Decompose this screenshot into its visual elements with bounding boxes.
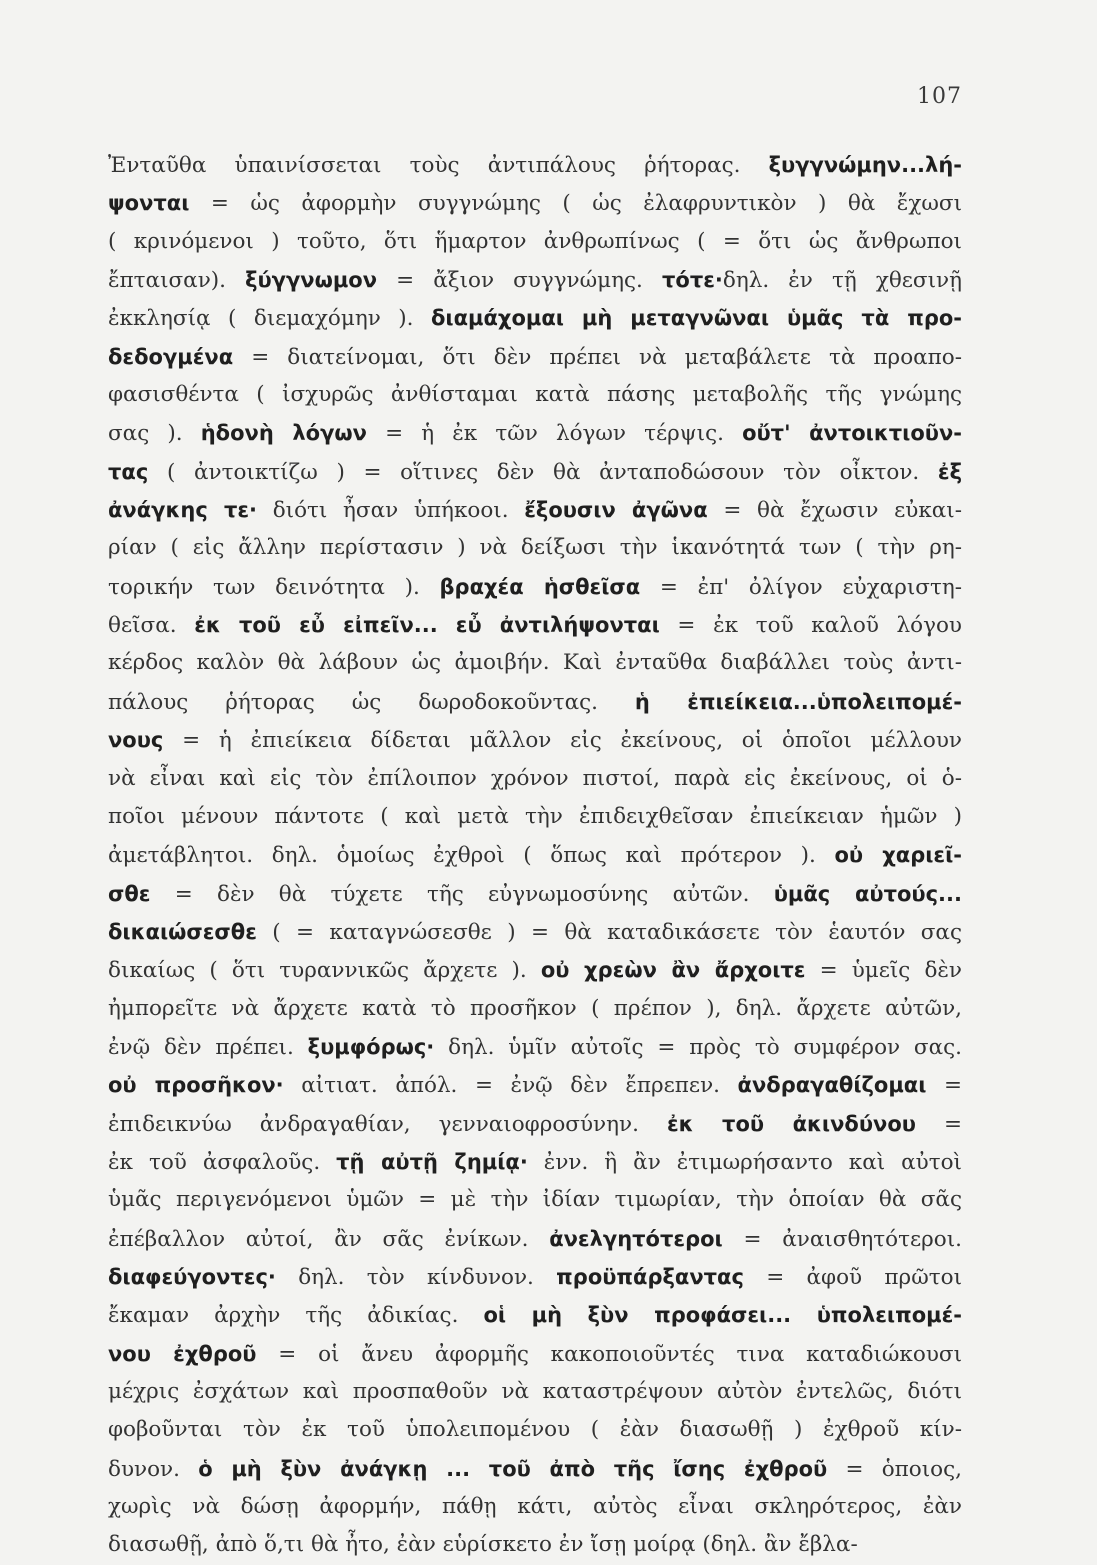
- commentary-text: = ἀφοῦ πρῶτοι: [743, 1264, 962, 1290]
- text-line: [108, 1105, 962, 1143]
- lemma-term: ξυμφόρως·: [307, 1034, 435, 1059]
- lemma-term: διαφεύγοντες·: [108, 1264, 276, 1289]
- commentary-text: δηλ. ὑμῖν αὐτοῖς = πρὸς τὸ συμφέρον σας.: [434, 1034, 962, 1060]
- text-line: [108, 1258, 962, 1296]
- text-line: [108, 1028, 962, 1066]
- commentary-text: ἐνν. ἣ ἂν ἐτιμωρήσαντο καὶ αὐτοὶ: [527, 1149, 962, 1175]
- lemma-term: οὐ προσῆκον·: [108, 1073, 284, 1098]
- commentary-text: νὰ εἶναι καὶ εἰς τὸν ἐπίλοιπον χρόνον πιστοί, παρὰ εἰς ἐκείνους, οἱ ὁ-: [108, 765, 962, 791]
- commentary-text: ρίαν ( εἰς ἄλλην περίστασιν ) νὰ δείξωσι τὴν ἱκανότητά των ( τὴν ρη-: [108, 535, 962, 561]
- text-line: [108, 1411, 962, 1449]
- text-line: [108, 1526, 962, 1564]
- commentary-text: δηλ. ἐν τῇ χθεσινῇ: [722, 268, 962, 294]
- commentary-text: ὑμᾶς περιγενόμενοι ὑμῶν = μὲ τὴν ἰδίαν τιμωρίαν, τὴν ὁποίαν θὰ σᾶς: [108, 1187, 962, 1213]
- lemma-term: ξύγγνωμον: [245, 268, 378, 293]
- text-line: [108, 1220, 962, 1258]
- text-line: [108, 184, 962, 222]
- commentary-text: = διατείνομαι, ὅτι δὲν πρέπει νὰ μεταβάλετε τὰ προαπο-: [233, 344, 962, 370]
- commentary-text: τορικήν των δεινότητα ).: [108, 574, 440, 600]
- text-line: [108, 798, 962, 836]
- commentary-text: ποῖοι μένουν πάντοτε ( καὶ μετὰ τὴν ἐπιδειχθεῖσαν ἐπιείκειαν ἡμῶν ): [108, 803, 962, 829]
- commentary-text: φασισθέντα ( ἰσχυρῶς ἀνθίσταμαι κατὰ πάσης μεταβολῆς τῆς γνώμης: [108, 382, 962, 408]
- text-line: [108, 1373, 962, 1411]
- commentary-text: διασωθῇ, ἀπὸ ὅ,τι θὰ ἦτο, ἐὰν εὑρίσκετο ἐν ἴσῃ μοίρᾳ (δηλ. ἂν ἔβλα-: [108, 1532, 858, 1558]
- lemma-term: ξυγγνώμην...λή-: [768, 153, 962, 177]
- lemma-term: ἀνελγητότεροι: [549, 1226, 723, 1251]
- text-line: [108, 683, 962, 721]
- text-line: [108, 568, 962, 606]
- commentary-text: ἐκκλησίᾳ ( διεμαχόμην ).: [108, 306, 431, 332]
- lemma-term: οἱ μὴ ξὺν προφάσει... ὑπολειπομέ-: [483, 1303, 962, 1328]
- lemma-term: δικαιώσεσθε: [108, 919, 257, 944]
- commentary-text: = ὁποιος,: [827, 1456, 962, 1482]
- commentary-text: αἰτιατ. ἀπόλ. = ἐνῷ δὲν ἔπρεπεν.: [283, 1073, 738, 1099]
- commentary-text: = ἄξιον συγγνώμης.: [377, 268, 662, 294]
- lemma-term: ἐξ: [937, 459, 962, 484]
- commentary-text: μέχρις ἐσχάτων καὶ προσπαθοῦν νὰ καταστρέψουν αὐτὸν ἐντελῶς, διότι: [108, 1379, 962, 1404]
- text-line: [108, 376, 962, 414]
- lemma-term: ὑμᾶς αὐτούς...: [773, 881, 962, 906]
- commentary-text: = ἐκ τοῦ καλοῦ λόγου: [659, 613, 962, 639]
- commentary-text: ἐπέβαλλον αὐτοί, ἂν σᾶς ἐνίκων.: [108, 1226, 550, 1252]
- lemma-term: τας: [108, 459, 149, 484]
- lemma-term: νους: [108, 728, 164, 753]
- lemma-term: ἐκ τοῦ εὖ εἰπεῖν... εὖ ἀντιλήψονται: [194, 613, 660, 638]
- text-line: [108, 491, 962, 529]
- commentary-text: διότι ἦσαν ὑπήκοοι.: [257, 498, 525, 524]
- lemma-term: ἡδονὴ λόγων: [200, 421, 367, 446]
- text-line: [108, 223, 962, 261]
- text-line: [108, 529, 962, 567]
- text-line: [108, 990, 962, 1028]
- text-line: [108, 875, 962, 913]
- lemma-term: ἡ ἐπιείκεια...ὑπολειπομέ-: [634, 689, 962, 714]
- text-line: [108, 760, 962, 798]
- commentary-text: = ἐπ' ὀλίγον εὐχαριστη-: [640, 574, 962, 600]
- lemma-term: διαμάχομαι μὴ μεταγνῶναι ὑμᾶς τὰ προ-: [430, 306, 962, 331]
- lemma-term: ἐκ τοῦ ἀκινδύνου: [666, 1111, 916, 1136]
- text-line: [108, 951, 962, 989]
- lemma-term: ἀνάγκης τε·: [108, 498, 258, 523]
- commentary-text: πάλους ῥήτορας ὡς δωροδοκοῦντας.: [108, 689, 635, 715]
- commentary-text: φοβοῦνται τὸν ἐκ τοῦ ὑπολειπομένου ( ἐὰν διασωθῇ ) ἐχθροῦ κίν-: [108, 1417, 962, 1443]
- commentary-text: ἐνῷ δὲν πρέπει.: [108, 1034, 308, 1060]
- text-line: [108, 1181, 962, 1219]
- commentary-text: δυνον.: [108, 1456, 199, 1482]
- commentary-text: ( κρινόμενοι ) τοῦτο, ὅτι ἥμαρτον ἀνθρωπίνως ( = ὅτι ὡς ἄνθρωποι: [108, 228, 962, 254]
- commentary-text: Ἐνταῦθα ὑπαινίσσεται τοὺς ἀντιπάλους ῥήτορας.: [108, 153, 769, 178]
- commentary-text: σας ).: [108, 421, 201, 447]
- lemma-term: ὁ μὴ ξὺν ἀνάγκῃ ... τοῦ ἀπὸ τῆς ἴσης ἐχθροῦ: [198, 1456, 828, 1481]
- lemma-term: σθε: [108, 881, 151, 906]
- commentary-text: = ἡ ἐκ τῶν λόγων τέρψις.: [366, 421, 743, 447]
- text-line: [108, 261, 962, 299]
- commentary-text: ἠμπορεῖτε νὰ ἄρχετε κατὰ τὸ προσῆκον ( πρέπον ), δηλ. ἄρχετε αὐτῶν,: [108, 995, 962, 1021]
- text-line: [108, 913, 962, 951]
- commentary-text: = ὑμεῖς δὲν: [805, 958, 962, 984]
- commentary-text: δικαίως ( ὅτι τυραννικῶς ἄρχετε ).: [108, 958, 541, 984]
- lemma-term: οὔτ' ἀντοικτιοῦν-: [742, 421, 962, 446]
- lemma-term: νου ἐχθροῦ: [108, 1341, 257, 1366]
- text-line: [108, 836, 962, 874]
- commentary-text: δηλ. τὸν κίνδυνον.: [275, 1264, 557, 1290]
- text-line: [108, 606, 962, 644]
- text-line: [108, 453, 962, 491]
- lemma-term: δεδογμένα: [108, 344, 234, 369]
- commentary-text: ( ἀντοικτίζω ) = οἵτινες δὲν θὰ ἀνταποδώσουν τὸν οἶκτον.: [148, 459, 938, 485]
- body-text: [108, 146, 962, 1565]
- commentary-text: =: [915, 1111, 962, 1137]
- commentary-text: ( = καταγνώσεσθε ) = θὰ καταδικάσετε τὸν ἑαυτόν σας: [256, 919, 962, 945]
- commentary-text: ἔπταισαν).: [108, 268, 246, 294]
- lemma-term: ἔξουσιν ἀγῶνα: [524, 498, 708, 523]
- lemma-term: ψονται: [108, 191, 190, 216]
- commentary-text: = θὰ ἔχωσιν εὐκαι-: [707, 498, 962, 524]
- text-line: [108, 721, 962, 759]
- lemma-term: προϋπάρξαντας: [556, 1264, 744, 1289]
- lemma-term: οὐ χαριεῖ-: [834, 843, 962, 868]
- lemma-term: τότε·: [661, 268, 723, 293]
- commentary-text: = ἡ ἐπιείκεια δίδεται μᾶλλον εἰς ἐκείνους, οἱ ὁποῖοι μέλλουν: [163, 728, 962, 754]
- commentary-text: χωρὶς νὰ δώσῃ ἀφορμήν, πάθῃ κάτι, αὐτὸς εἶναι σκληρότερος, ἐὰν: [108, 1494, 962, 1520]
- page-number: 107: [917, 84, 962, 109]
- text-line: [108, 1488, 962, 1526]
- commentary-text: θεῖσα.: [108, 613, 195, 639]
- commentary-text: = δὲν θὰ τύχετε τῆς εὐγνωμοσύνης αὐτῶν.: [150, 881, 774, 907]
- text-line: [108, 299, 962, 337]
- text-line: [108, 414, 962, 452]
- commentary-text: = ὡς ἀφορμὴν συγγνώμης ( ὡς ἐλαφρυντικὸν ) θὰ ἔχωσι: [189, 191, 962, 217]
- commentary-text: = οἱ ἄνευ ἀφορμῆς κακοποιοῦντές τινα καταδιώκουσι: [256, 1341, 962, 1367]
- commentary-text: ἐπιδεικνύω ἀνδραγαθίαν, γενναιοφροσύνην.: [108, 1111, 667, 1137]
- text-line: [108, 1296, 962, 1334]
- text-line: [108, 1335, 962, 1373]
- text-line: [108, 1143, 962, 1181]
- lemma-term: οὐ χρεὼν ἂν ἄρχοιτε: [540, 958, 806, 983]
- text-line: [108, 644, 962, 682]
- commentary-text: ἐκ τοῦ ἀσφαλοῦς.: [108, 1149, 337, 1175]
- text-line: [108, 1450, 962, 1488]
- commentary-text: = ἀναισθητότεροι.: [722, 1226, 962, 1252]
- commentary-text: =: [926, 1073, 962, 1099]
- lemma-term: τῇ αὐτῇ ζημίᾳ·: [336, 1149, 528, 1174]
- commentary-text: κέρδος καλὸν θὰ λάβουν ὡς ἀμοιβήν. Καὶ ἐνταῦθα διαβάλλει τοὺς ἀντι-: [108, 650, 962, 676]
- lemma-term: ἀνδραγαθίζομαι: [737, 1073, 927, 1098]
- commentary-text: ἀμετάβλητοι. δηλ. ὁμοίως ἐχθροὶ ( ὅπως καὶ πρότερον ).: [108, 843, 835, 869]
- text-line: [108, 146, 962, 184]
- text-line: [108, 338, 962, 376]
- lemma-term: βραχέα ἡσθεῖσα: [439, 574, 641, 599]
- text-line: [108, 1066, 962, 1104]
- commentary-text: ἔκαμαν ἀρχὴν τῆς ἀδικίας.: [108, 1303, 484, 1329]
